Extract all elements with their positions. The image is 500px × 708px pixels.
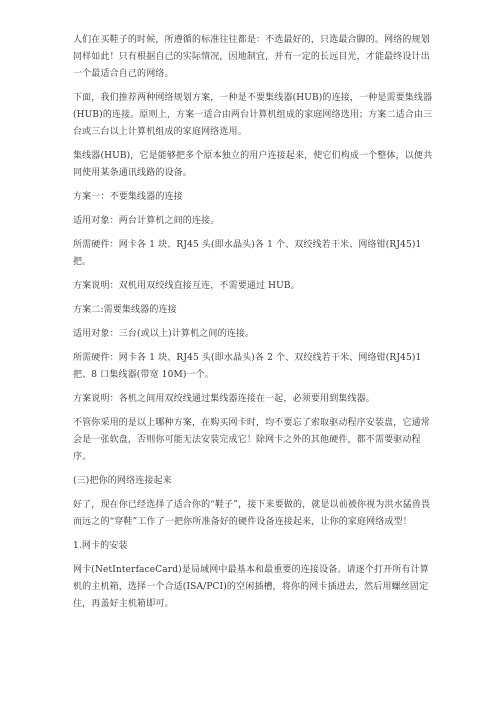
plan-one-description: 方案说明：双机用双绞线直接互连，不需要通过 HUB。 [73,281,300,291]
plan-one-hardware: 所需硬件：网卡各 1 块、RJ45 头(即水晶头)各 1 个、双绞线若干米、网络钳(RJ45)1 把。 [73,240,422,267]
plan-one-heading: 方案一：不要集线器的连接 [73,192,183,202]
plan-two-hardware: 所需硬件：网卡各 1 块、RJ45 头(即水晶头)各 2 个、双绞线若干米、网络钳(RJ45)1 把、8 口集线器(带宽 10M)一个。 [73,353,422,380]
plan-two-target: 适用对象：三台(或以上)计算机之间的连接。 [73,329,255,339]
plan-two-description: 方案说明：各机之间用双绞线通过集线器连接在一起，必须要用到集线器。 [73,394,375,404]
nic-install-paragraph: 网卡(NetInterfaceCard)是局域网中最基本和最重要的连接设备。请逐个打开所有计算机的主机箱，选择一个合适(ISA/PCI)的空闲插槽，将你的网卡插进去，然后用螺丝固定住，再盖好主机箱即可。 [73,565,429,609]
connect-intro-paragraph: 好了，现在你已经选择了适合你的“鞋子”，接下来要做的，就是以前被你视为洪水猛兽畏而远之的“穿鞋”工作了一把你所准备好的硬件设备连接起来，让你的家庭网络成型！ [73,500,431,527]
plan-one-target: 适用对象：两台计算机之间的连接。 [73,216,220,226]
intro-paragraph: 人们在买鞋子的时候，所遵循的标准往往都是：不选最好的，只选最合脚的。网络的规划同样如此！只有根据自己的实际情况，因地制宜，并有一定的长远目光，才能最终设计出一个最适合自己的网络。 [73,35,430,79]
plan-overview-paragraph: 下面，我们推荐两种网络规划方案，一种是不要集线器(HUB)的连接，一种是需要集线器(HUB)的连接。原则上，方案一适合由两台计算机组成的家庭网络选用；方案二适合由三台或三台以上计算机组成的家庭网络选用。 [73,93,433,137]
driver-note-paragraph: 不管你采用的是以上哪种方案，在购买网卡时，均不要忘了索取驱动程序安装盘，它通常会是一张软盘，否则你可能无法安装完成它！除网卡之外的其他硬件，都不需要驱动程序。 [73,418,430,462]
nic-install-heading: 1.网卡的安装 [73,541,128,551]
section-three-heading: (三)把你的网络连接起来 [73,476,172,486]
plan-two-heading: 方案二:需要集线器的连接 [73,305,177,315]
hub-definition-paragraph: 集线器(HUB)，它是能够把多个原本独立的用户连接起来，使它们构成一个整体，以便共同使用某条通讯线路的设备。 [73,151,433,178]
document-body [73,32,433,620]
